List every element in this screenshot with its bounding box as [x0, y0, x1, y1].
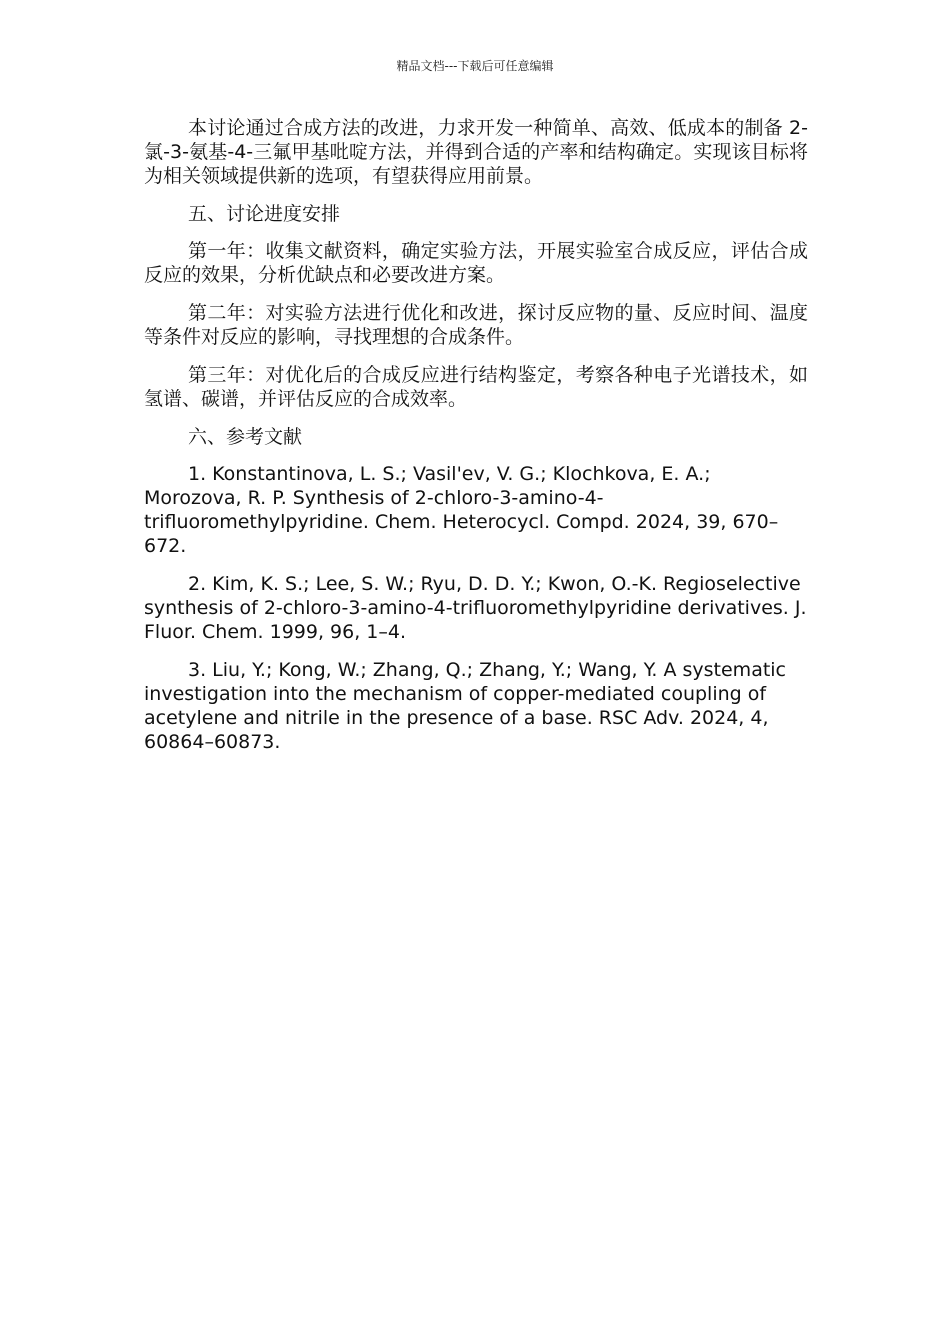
reference-item-3: 3. Liu, Y.; Kong, W.; Zhang, Q.; Zhang, Y.; Wang, Y. A systematic investigation into the mechanism of copper-mediated coupling of acetylene and nitrile in the presence of a base. RSC Adv. 2024, 4, 60864–60873.	[144, 659, 787, 753]
intro-paragraph: 本讨论通过合成方法的改进，力求开发一种简单、高效、低成本的制备 2-氯-3-氨基-4-三氟甲基吡啶方法，并得到合适的产率和结构确定。实现该目标将为相关领域提供新的选项，有望获得应用前景。	[144, 117, 808, 187]
reference-item-2: 2. Kim, K. S.; Lee, S. W.; Ryu, D. D. Y.; Kwon, O.-K. Regioselective synthesis of 2-chloro-3-amino-4-trifluoromethylpyridine derivatives. J. Fluor. Chem. 1999, 96, 1–4.	[144, 573, 807, 643]
section-heading-schedule: 五、讨论进度安排	[188, 203, 341, 225]
schedule-year-3: 第三年：对优化后的合成反应进行结构鉴定，考察各种电子光谱技术，如氢谱、碳谱，并评估反应的合成效率。	[144, 364, 808, 410]
schedule-year-2: 第二年：对实验方法进行优化和改进，探讨反应物的量、反应时间、温度等条件对反应的影响，寻找理想的合成条件。	[144, 302, 808, 348]
schedule-year-1: 第一年：收集文献资料，确定实验方法，开展实验室合成反应，评估合成反应的效果，分析优缺点和必要改进方案。	[144, 240, 808, 286]
document-body	[144, 116, 808, 768]
page-header: 精品文档---下载后可任意编辑	[396, 59, 554, 73]
section-heading-references: 六、参考文献	[188, 426, 303, 448]
reference-item-1: 1. Konstantinova, L. S.; Vasil'ev, V. G.; Klochkova, E. A.; Morozova, R. P. Synthesis of 2-chloro-3-amino-4-trifluoromethylpyridine. Chem. Heterocycl. Compd. 2024, 39, 670–672.	[144, 463, 779, 557]
